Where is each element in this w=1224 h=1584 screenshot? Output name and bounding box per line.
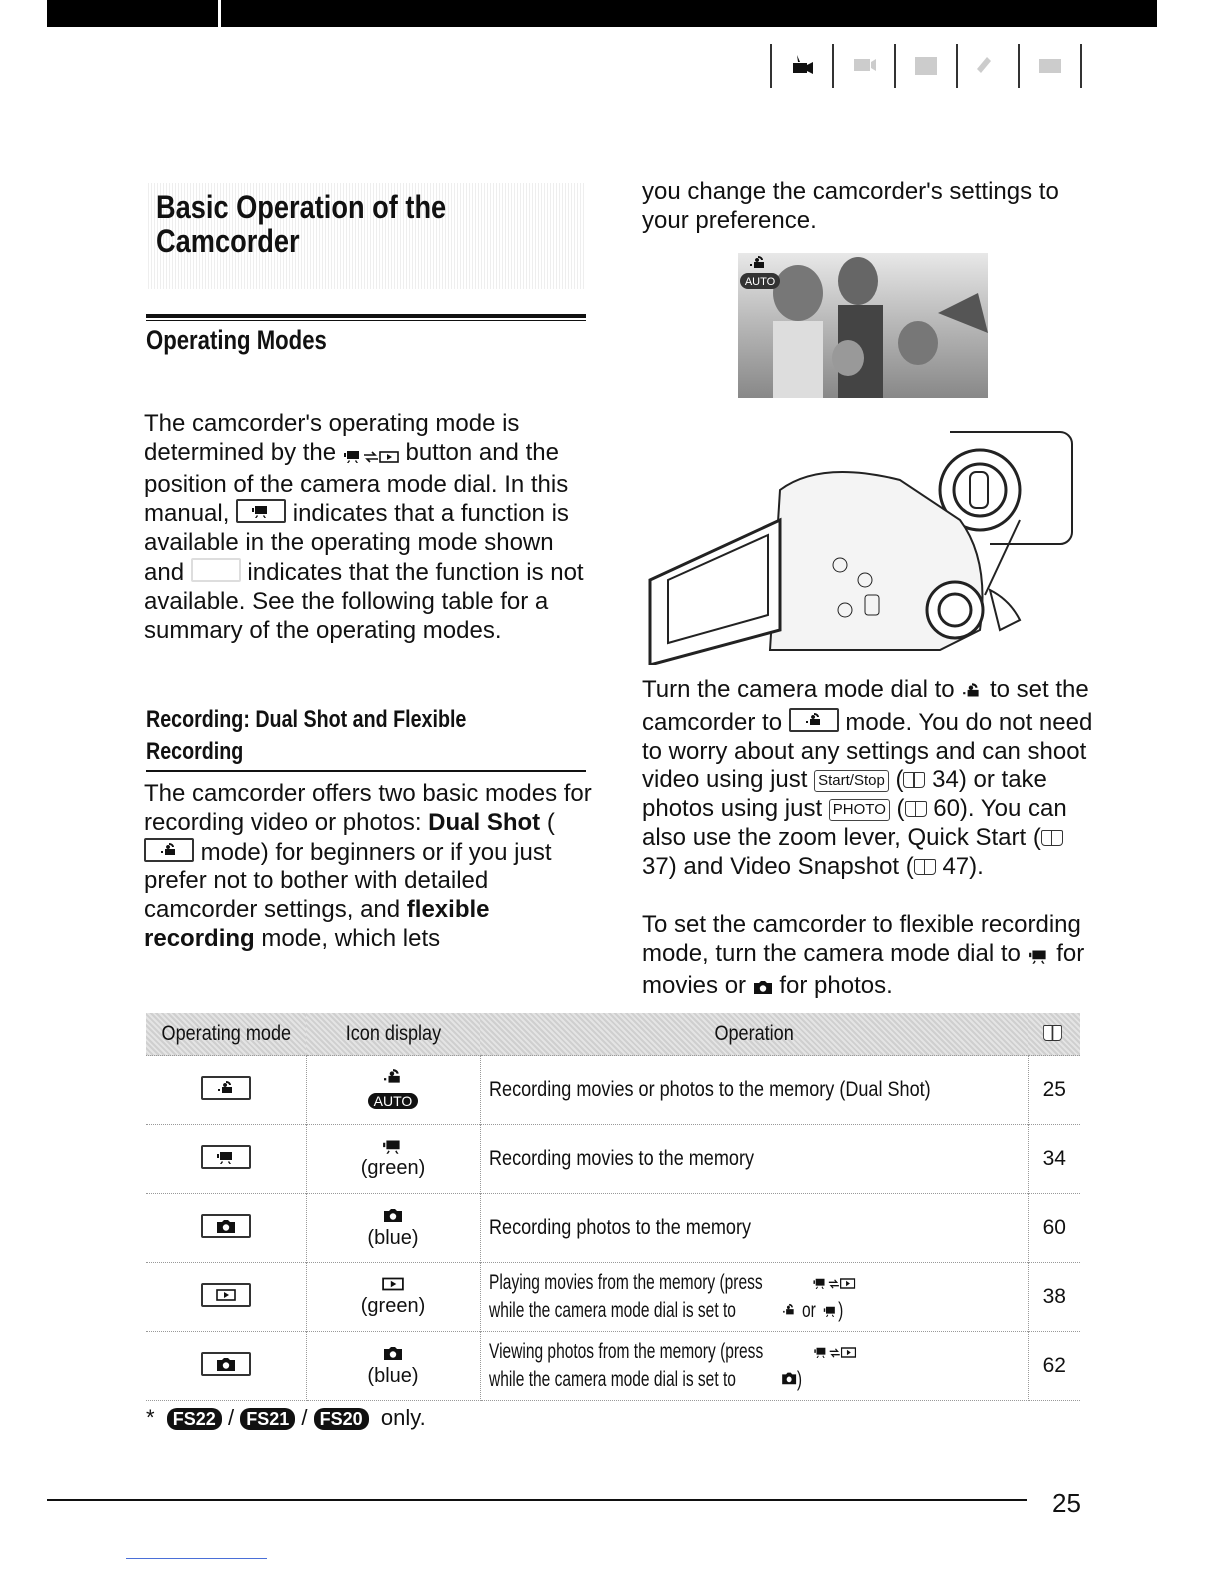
- mode-chip-cell: [146, 1194, 306, 1263]
- table-row: [146, 1056, 1080, 1125]
- page-reference-icon: [905, 801, 927, 817]
- dual-text-7: 47).: [942, 852, 984, 880]
- recording-text-3: mode) for beginners or if you just prefer not to bother with detailed camcorder settings, and: [144, 838, 552, 924]
- page-cell: 38: [1028, 1263, 1080, 1332]
- dual-shot-icon: [781, 1303, 796, 1317]
- table-row: [146, 1194, 1080, 1263]
- available-mode-icon: [236, 499, 286, 523]
- intro-text-1: The camcorder's operating mode is determined by the: [144, 410, 520, 466]
- icon-color-label: (blue): [367, 1365, 419, 1387]
- section-rule-thin: [146, 320, 586, 321]
- camcorder-tab-icon[interactable]: [770, 44, 832, 88]
- dual-shot-mode-icon: [144, 838, 194, 862]
- icon-display-cell: [306, 1125, 480, 1194]
- icon-display-cell: [306, 1332, 480, 1401]
- movie-mode-icon: [201, 1145, 251, 1169]
- dual-shot-paragraph: Turn the camera mode dial to to set the camcorder to mode. You do not need to worry about any settings and can shoot video using just Start/Stop ( 34) or take photos using just PHOTO ( 60). You can also use the zoom lever, Quick Start ( 37) and Video Snapshot ( 47).: [642, 676, 1093, 880]
- icon-color-label: (blue): [367, 1227, 419, 1249]
- camera-icon: [383, 1206, 403, 1224]
- section-tabs: [770, 44, 1082, 90]
- play-icon: [840, 1347, 855, 1358]
- footnote-suffix: only.: [380, 1405, 426, 1430]
- mode-toggle-icon: [343, 442, 399, 471]
- dual-shot-icon: [740, 256, 780, 289]
- photo-button-label: PHOTO: [829, 799, 890, 821]
- dual-text-3: mode. You do not need to worry about any settings and can shoot video using just: [642, 708, 1093, 794]
- recording-text-2: (: [546, 808, 555, 836]
- page-number: 25: [1052, 1488, 1081, 1518]
- dual-text-6: 37) and Video Snapshot (: [642, 852, 914, 880]
- photo-playback-mode-icon: [201, 1352, 251, 1376]
- footer-rule: [47, 1499, 1027, 1501]
- operation-cell: Recording movies or photos to the memory (Dual Shot): [480, 1056, 1028, 1125]
- page-cell: 60: [1028, 1194, 1080, 1263]
- start-stop-button-label: Start/Stop: [814, 770, 889, 792]
- intro-paragraph: [144, 410, 594, 645]
- dual-text-1: Turn the camera mode dial to: [642, 676, 955, 703]
- other-tab-icon[interactable]: [1018, 44, 1082, 88]
- top-bar: [47, 0, 1157, 27]
- flex-text-2: for movies or: [642, 939, 1085, 999]
- dual-shot-icon: [961, 679, 983, 708]
- mode-chip-cell: [146, 1056, 306, 1125]
- flex-text-1: To set the camcorder to flexible recording mode, turn the camera mode dial to: [642, 911, 1081, 967]
- subsection-heading: Recording: Dual Shot and Flexible Recording: [146, 706, 467, 765]
- flexible-paragraph: [642, 911, 1102, 1003]
- footer-blue-line: [126, 1558, 267, 1559]
- column-header: Icon display: [306, 1013, 480, 1056]
- intro-text-4: indicates that the function is not available. See the following table for a summary of the operating modes.: [144, 558, 584, 644]
- column-header: Operating mode: [146, 1013, 306, 1056]
- recording-text-4: mode, which lets: [261, 924, 441, 952]
- auto-badge: AUTO: [368, 1093, 419, 1109]
- column-header: Operation: [480, 1013, 1028, 1056]
- movie-icon: [382, 1138, 404, 1154]
- family-photo: [738, 253, 988, 398]
- dual-shot-term: Dual Shot: [428, 808, 541, 836]
- icon-color-label: (green): [360, 1157, 426, 1179]
- dual-shot-icon: [381, 1068, 405, 1086]
- dual-text-2: to set the camcorder to: [642, 676, 1089, 736]
- section-rule: [146, 314, 586, 318]
- photo-playback-icon: [383, 1344, 403, 1362]
- page-title: [156, 190, 479, 258]
- camera-icon: [781, 1370, 796, 1386]
- page-cell: 25: [1028, 1056, 1080, 1125]
- intro-text-3: indicates that a function is available in the operating mode shown and: [144, 500, 569, 586]
- subsection-rule: [146, 770, 586, 772]
- photo-tab-icon[interactable]: [956, 44, 1018, 88]
- model-badge: FS20: [314, 1408, 369, 1430]
- operation-cell: Viewing photos from the memory (press while the camera mode dial is set to ): [480, 1332, 1028, 1401]
- page-cell: 62: [1028, 1332, 1080, 1401]
- dual-shot-mode-icon: [201, 1076, 251, 1100]
- flexible-recording-term: flexible recording: [144, 896, 490, 952]
- movie-icon: [822, 1305, 837, 1317]
- dual-text-4: 34) or take photos using just: [642, 766, 1047, 823]
- operation-cell: Recording photos to the memory: [480, 1194, 1028, 1263]
- movie-icon: [1028, 943, 1050, 972]
- footnote: [146, 1405, 426, 1431]
- icon-display-cell: [306, 1056, 480, 1125]
- movie-playback-icon: [382, 1276, 404, 1292]
- page-reference-icon: [1041, 830, 1063, 846]
- page-reference-icon: [1028, 1013, 1080, 1056]
- title-line-1: Basic Operation of the: [156, 189, 447, 225]
- operating-modes-table: [146, 1013, 1080, 1401]
- movie-icon: [812, 1277, 827, 1289]
- dual-text-5: 60). You can also use the zoom lever, Quick Start (: [642, 795, 1067, 851]
- mode-chip-cell: [146, 1263, 306, 1332]
- page-reference-icon: [903, 772, 925, 788]
- recording-paragraph: [144, 780, 594, 954]
- camcorder-illustration: [640, 420, 1080, 665]
- model-badge: FS22: [167, 1408, 222, 1430]
- intro-text-2: button and the position of the camera mode dial. In this manual,: [144, 438, 569, 528]
- title-line-2: Camcorder: [156, 223, 300, 259]
- footnote-star: *: [146, 1405, 155, 1430]
- table-row: [146, 1332, 1080, 1401]
- dual-shot-mode-icon: [789, 708, 839, 732]
- photo-mode-icon: [201, 1214, 251, 1238]
- unavailable-mode-icon: [191, 558, 241, 582]
- flex-text-3: for photos.: [779, 971, 893, 999]
- recording-text-1: The camcorder offers two basic modes for recording video or photos:: [144, 780, 592, 836]
- separator: /: [227, 1405, 235, 1430]
- movie-icon: [812, 1346, 827, 1358]
- page-reference-icon: [914, 859, 936, 875]
- operation-cell: Recording movies to the memory: [480, 1125, 1028, 1194]
- mode-chip-cell: [146, 1332, 306, 1401]
- icon-display-cell: [306, 1194, 480, 1263]
- play-icon: [839, 1278, 854, 1289]
- arrows-icon: [827, 1279, 839, 1289]
- model-badge: FS21: [240, 1408, 295, 1430]
- recording-tab-icon[interactable]: [832, 44, 894, 88]
- auto-label: AUTO: [744, 276, 776, 288]
- playback-tab-icon[interactable]: [894, 44, 956, 88]
- mode-chip-cell: [146, 1125, 306, 1194]
- page-cell: 34: [1028, 1125, 1080, 1194]
- arrows-icon: [828, 1348, 840, 1358]
- table-row: [146, 1125, 1080, 1194]
- operation-cell: Playing movies from the memory (press while the camera mode dial is set to or ): [480, 1263, 1028, 1332]
- movie-playback-mode-icon: [201, 1283, 251, 1307]
- separator: /: [301, 1405, 308, 1430]
- table-header-row: [146, 1013, 1080, 1056]
- continued-paragraph: you change the camcorder's settings to your preference.: [642, 178, 1059, 234]
- icon-color-label: (green): [360, 1295, 426, 1317]
- table-row: [146, 1263, 1080, 1332]
- section-heading: Operating Modes: [146, 325, 327, 355]
- camera-icon: [753, 975, 773, 1004]
- icon-display-cell: [306, 1263, 480, 1332]
